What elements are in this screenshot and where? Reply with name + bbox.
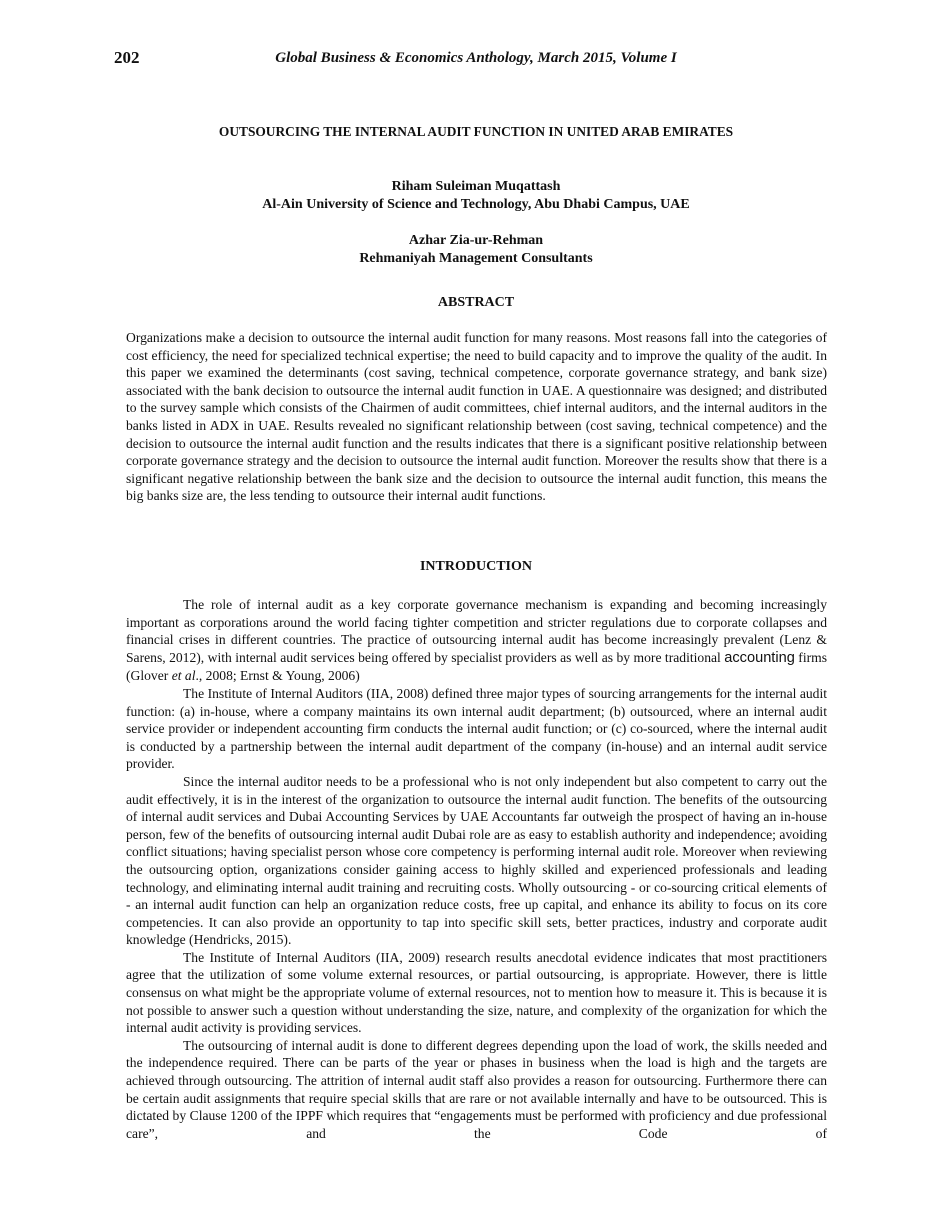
intro-p1-sans-word: accounting: [724, 649, 795, 666]
intro-paragraph-5: The outsourcing of internal audit is done to different degrees depending upon the load of work, the skills needed and the independence required. There can be parts of the year or phases in business when the load is high and the targets are achieved through outsourcing. The attrition of internal audit staff also provides a reason for outsourcing. Furthermore there can be certain audit assignments that require special skills that are rare or not available internally and have to be outsourced. This is dictated by Clause 1200 of the IPPF which requires that “engagements must be performed with proficiency and due professional care”, and the Code of: [126, 1037, 827, 1141]
abstract-paragraph: Organizations make a decision to outsource the internal audit function for many reasons. Most reasons fall into the categories of cost efficiency, the need for specialized technical expertise; the need to build capacity and to improve the quality of the audit. In this paper we examined the determinants (cost saving, technical competence, corporate governance strategy, and bank size) associated with the bank decision to outsource the internal audit function in UAE. A questionnaire was designed; and distributed to the survey sample which consists of the Chairmen of audit committees, chief internal auditors, and the internal auditors in the banks listed in ADX in UAE. Results revealed no significant relationship between (cost saving, technical competence) and the decision to outsource the internal audit function and the results indicates that there is a significant positive relationship between corporate governance strategy and the decision to outsource the internal audit function. Moreover the results show that there is a significant negative relationship between the bank size and the decision to outsource the internal audit function, this means the big banks size are, the less tending to outsource their internal audit functions.: [126, 330, 827, 504]
intro-p1-end: ., 2008; Ernst & Young, 2006): [195, 668, 360, 684]
author-block-2: [0, 232, 952, 268]
author-name: Azhar Zia-ur-Rehman: [408, 233, 544, 248]
author-affiliation: Rehmaniyah Management Consultants: [359, 251, 593, 266]
intro-p1-text-cont: firms (Glover: [126, 649, 827, 684]
page-number: 202: [114, 48, 140, 67]
author-affiliation: Al-Ain University of Science and Technology, Abu Dhabi Campus, UAE: [262, 197, 690, 212]
journal-running-head: Global Business & Economics Anthology, March 2015, Volume I: [275, 50, 677, 66]
introduction-text: [126, 596, 827, 1142]
intro-p1-text: The role of internal audit as a key corporate governance mechanism is expanding and becoming increasingly important as corporations around the world facing tighter competition and stricter regulations due to corporate collapses and financial crises in different countries. The practice of outsourcing internal audit has become increasingly prevalent (Lenz & Sarens, 2012), with internal audit services being offered by specialist providers as well as by more traditional: [126, 597, 827, 665]
intro-paragraph-2: The Institute of Internal Auditors (IIA, 2008) defined three major types of sourcing arrangements for the internal audit function: (a) in-house, where a company maintains its own internal audit department; (b) outsourced, where an internal audit service provider or independent accounting firm conducts the internal audit function; or (c) co-sourced, where the internal audit is conducted by a partnership between the internal audit department of the company (in-house) and an internal audit service provider.: [126, 685, 827, 772]
introduction-heading: INTRODUCTION: [419, 559, 532, 574]
abstract-heading: ABSTRACT: [437, 295, 515, 310]
intro-paragraph-4: The Institute of Internal Auditors (IIA, 2009) research results anecdotal evidence indicates that most practitioners agree that the utilization of some volume external resources, or partial outsourcing, is appropriate. However, there is little consensus on what might be the appropriate volume of external resources, not to mention how to measure it. This is because it is not possible to answer such a question without understanding the size, nature, and complexity of the organization for which the internal audit activity is providing services.: [126, 949, 827, 1036]
intro-paragraph-1: [126, 596, 827, 685]
abstract-text: [126, 329, 827, 505]
paper-title: OUTSOURCING THE INTERNAL AUDIT FUNCTION IN UNITED ARAB EMIRATES: [218, 124, 734, 139]
intro-p1-et-al: et al: [171, 668, 196, 684]
author-name: Riham Suleiman Muqattash: [391, 179, 561, 194]
author-block-1: [0, 178, 952, 214]
intro-paragraph-3: Since the internal auditor needs to be a professional who is not only independent but also competent to carry out the audit effectively, it is in the interest of the organization to outsource the internal audit function. The benefits of the outsourcing of internal audit services and Dubai Accounting Services by UAE Accountants far outweigh the prospect of having an in-house person, few of the benefits of outsourcing internal audit Dubai role are as easy to establish authority and independence; avoiding conflict situations; having specialist person whose core competency is performing internal audit role. Moreover when reviewing the outsourcing option, organizations consider gaining access to highly skilled and experienced professionals and leading technology, and eliminating internal audit training and recruiting costs. Wholly outsourcing - or co-sourcing critical elements of - an internal audit function can help an organization reduce costs, free up capital, and enhance its ability to focus on its core competencies. It can also provide an opportunity to tap into specific skill sets, better practices, industry and corporate audit knowledge (Hendricks, 2015).: [126, 773, 827, 948]
